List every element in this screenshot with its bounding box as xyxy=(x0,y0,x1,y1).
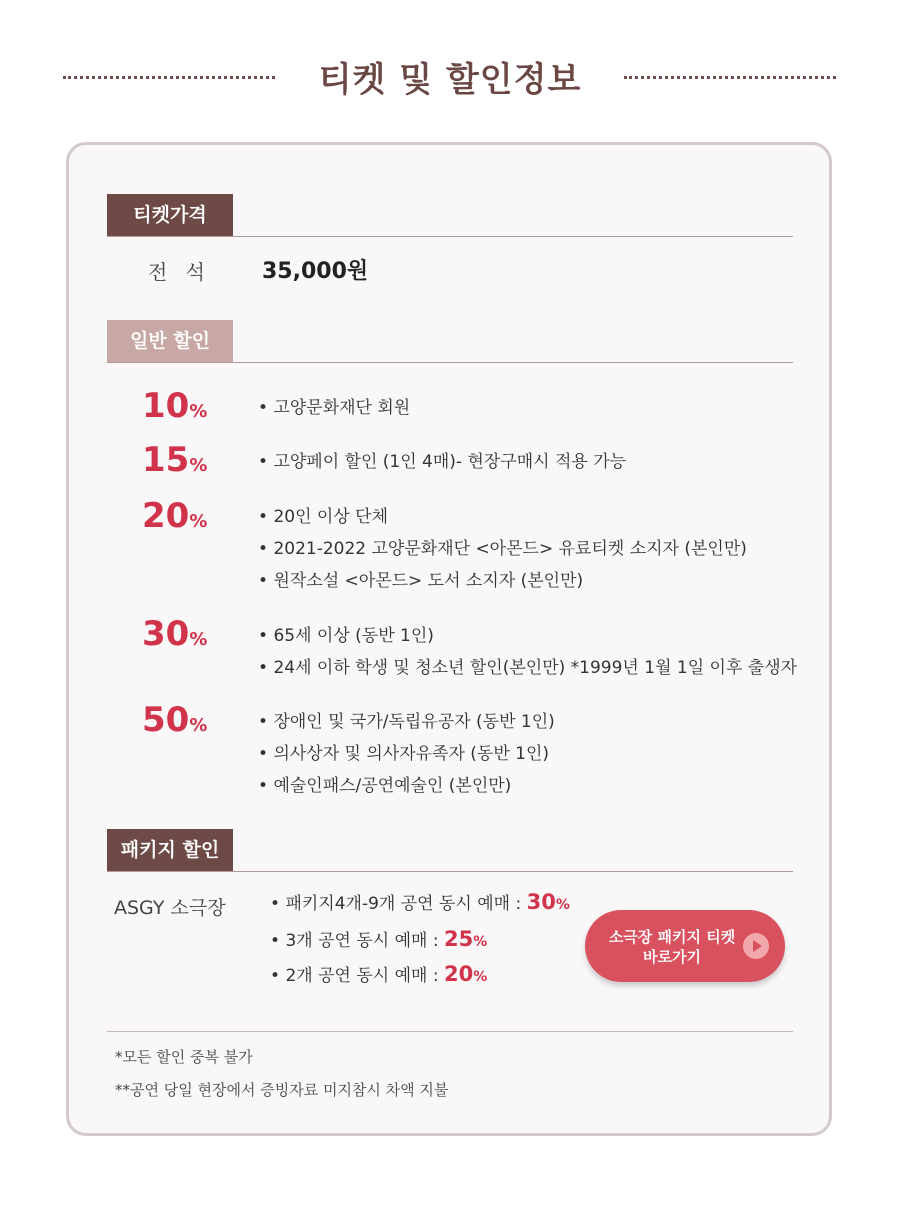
section-tag-general-discount: 일반 할인 xyxy=(107,320,233,362)
package-item: • 3개 공연 동시 예매 : 25% xyxy=(270,927,487,954)
package-item: • 패키지4개-9개 공연 동시 예매 : 30% xyxy=(270,890,570,917)
title-row xyxy=(0,48,900,108)
package-item: • 2개 공연 동시 예매 : 20% xyxy=(270,962,487,989)
package-label: ASGY 소극장 xyxy=(114,897,226,919)
discount-item: • 2021-2022 고양문화재단 <아몬드> 유료티켓 소지자 (본인만) xyxy=(258,537,747,561)
discount-item: • 원작소설 <아몬드> 도서 소지자 (본인만) xyxy=(258,569,583,593)
title-dots-right xyxy=(624,76,836,79)
discount-percent-50: 50% xyxy=(142,700,208,740)
package-ticket-button[interactable] xyxy=(585,910,785,982)
note-proof-required: **공연 당일 현장에서 증빙자료 미지참시 차액 지불 xyxy=(115,1081,449,1099)
section-package-discount xyxy=(107,829,793,872)
discount-percent-15: 15% xyxy=(142,440,208,480)
package-percent: 20% xyxy=(443,962,488,986)
page-title: 티켓 및 할인정보 xyxy=(318,60,582,100)
discount-item: • 예술인패스/공연예술인 (본인만) xyxy=(258,774,511,798)
section-general-discount xyxy=(107,320,793,363)
note-no-duplicate: *모든 할인 중복 불가 xyxy=(115,1048,253,1066)
package-percent: 25% xyxy=(443,927,488,951)
discount-item: • 의사상자 및 의사자유족자 (동반 1인) xyxy=(258,742,549,766)
seat-label: 전 석 xyxy=(148,260,211,284)
discount-percent-30: 30% xyxy=(142,614,208,654)
discount-percent-10: 10% xyxy=(142,386,208,426)
discount-item: • 고양페이 할인 (1인 4매)- 현장구매시 적용 가능 xyxy=(258,450,626,474)
discount-item: • 20인 이상 단체 xyxy=(258,505,388,529)
package-percent: 30% xyxy=(526,890,570,914)
section-tag-ticket-price: 티켓가격 xyxy=(107,194,233,236)
seat-price: 35,000원 xyxy=(262,259,369,284)
play-circle-icon xyxy=(743,933,769,959)
discount-item: • 장애인 및 국가/독립유공자 (동반 1인) xyxy=(258,710,555,734)
discount-item: • 고양문화재단 회원 xyxy=(258,396,410,420)
package-ticket-button-label: 소극장 패키지 티켓 바로가기 xyxy=(608,928,736,966)
notes-divider xyxy=(107,1031,793,1032)
section-ticket-price xyxy=(107,194,793,237)
discount-item: • 65세 이상 (동반 1인) xyxy=(258,624,434,648)
discount-item: • 24세 이하 학생 및 청소년 할인(본인만) *1999년 1월 1일 이후 출생자 xyxy=(258,656,797,680)
discount-percent-20: 20% xyxy=(142,496,208,536)
section-tag-package-discount: 패키지 할인 xyxy=(107,829,233,871)
